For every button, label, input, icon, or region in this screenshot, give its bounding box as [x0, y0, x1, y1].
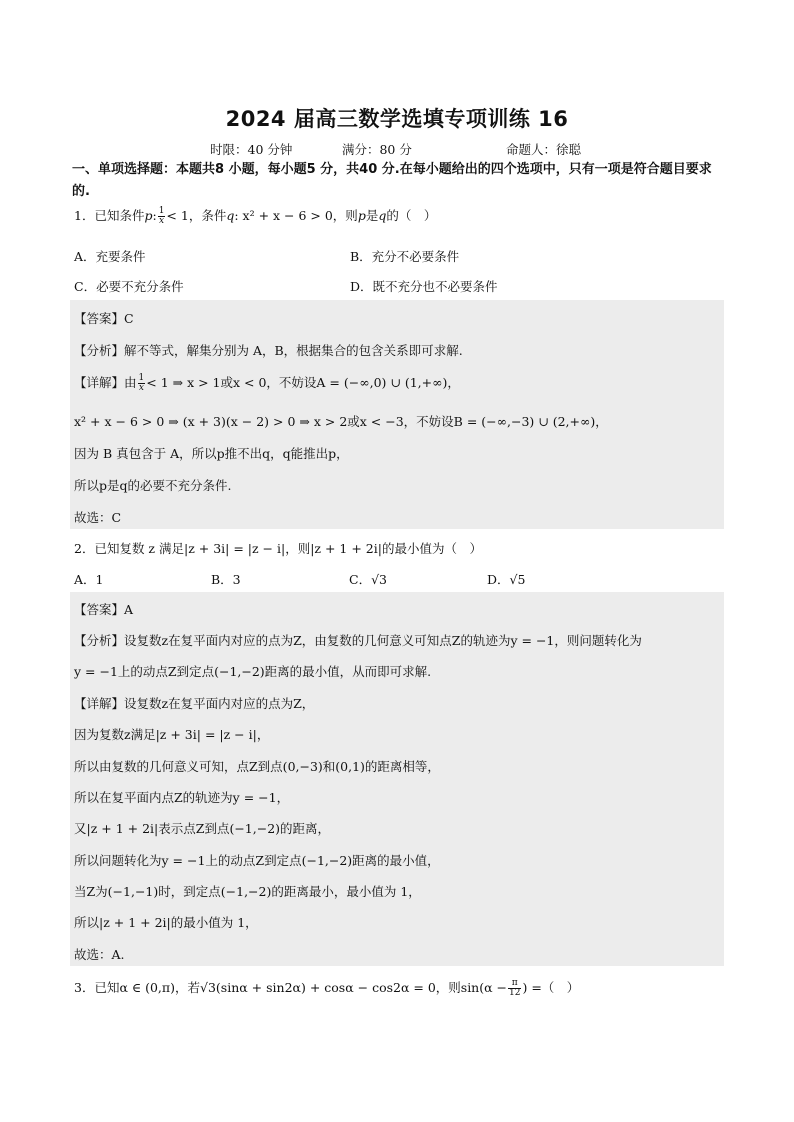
question-2-stem: 2．已知复数 z 满足|z + 3i| = |z − i|，则|z + 1 + 2i|的最小值为（ ） [74, 541, 482, 556]
q2-detail-line: 所以问题转化为y = −1上的动点Z到定点(−1,−2)距离的最小值， [74, 853, 440, 868]
fraction: $\frac{1}{x}$ [158, 206, 165, 226]
q1-detail-line-4: 所以p是q的必要不充分条件. [74, 478, 232, 493]
fraction: $\frac{1}{x}$ [138, 373, 145, 393]
page-title: 2024 届高三数学选填专项训练 16 [225, 107, 569, 131]
question-1-stem: 1．已知条件p: $\frac{1}{x}$ < 1，条件q: x² + x − 6 > 0，则p是q的（ ） [74, 206, 437, 226]
q1-answer: 【答案】C [74, 311, 134, 326]
section-heading: 一、单项选择题：本题共8 小题，每小题5 分，共40 分.在每小题给出的四个选项中，只有一项是符合题目要求的. [72, 162, 712, 199]
q1-detail-line-3: 因为 B 真包含于 A，所以p推不出q，q能推出p， [74, 446, 349, 461]
q2-conclusion: 故选：A. [74, 947, 125, 962]
q2-detail-line: 【详解】设复数z在复平面内对应的点为Z， [74, 696, 315, 711]
fraction: $\frac{\pi}{12}$ [509, 978, 521, 998]
q2-detail-line: 当Z为(−1,−1)时，到定点(−1,−2)的距离最小，最小值为 1， [74, 884, 421, 899]
time-limit: 时限：40 分钟 [210, 142, 293, 157]
q2-analysis-2: y = −1上的动点Z到定点(−1,−2)距离的最小值，从而即可求解. [74, 664, 432, 679]
q1-detail-line-2: x² + x − 6 > 0 ⇒ (x + 3)(x − 2) > 0 ⇒ x > 2或x < −3，不妨设B = (−∞,−3) ∪ (2,+∞)， [74, 414, 608, 429]
q1-conclusion: 故选：C [74, 510, 122, 525]
question-3-stem: 3．已知α ∈ (0,π)，若√3(sinα + sin2α) + cosα − cos2α = 0，则sin(α − $\frac{\pi}{12}$ ) =（ ） [74, 978, 580, 998]
q2-option-d: D．√5 [487, 572, 526, 587]
q1-option-b: B．充分不必要条件 [350, 249, 460, 264]
q2-detail-line: 又|z + 1 + 2i|表示点Z到点(−1,−2)的距离， [74, 821, 331, 836]
q2-option-a: A．1 [74, 572, 104, 587]
q2-detail-line: 所以|z + 1 + 2i|的最小值为 1， [74, 915, 258, 930]
q2-detail-line: 因为复数z满足|z + 3i| = |z − i|， [74, 727, 270, 742]
q2-option-c: C．√3 [349, 572, 387, 587]
q2-analysis-1: 【分析】设复数z在复平面内对应的点为Z，由复数的几何意义可知点Z的轨迹为y = −1，则问题转化为 [74, 633, 642, 648]
q1-option-d: D．既不充分也不必要条件 [350, 279, 498, 294]
q2-answer: 【答案】A [74, 602, 134, 617]
q2-detail-line: 所以在复平面内点Z的轨迹为y = −1， [74, 790, 290, 805]
q2-option-b: B．3 [211, 572, 241, 587]
full-score: 满分：80 分 [341, 142, 412, 157]
q1-detail-line-1: 【详解】由 $\frac{1}{x}$ < 1 ⇒ x > 1或x < 0，不妨设A = (−∞,0) ∪ (1,+∞)， [74, 373, 460, 393]
exam-meta [210, 140, 630, 158]
q2-detail-line: 所以由复数的几何意义可知，点Z到点(0,−3)和(0,1)的距离相等， [74, 759, 440, 774]
author: 命题人：徐聪 [505, 142, 581, 157]
q1-analysis: 【分析】解不等式，解集分别为 A，B，根据集合的包含关系即可求解. [74, 343, 463, 358]
q1-option-c: C．必要不充分条件 [74, 279, 184, 294]
q1-option-a: A．充要条件 [74, 249, 146, 264]
